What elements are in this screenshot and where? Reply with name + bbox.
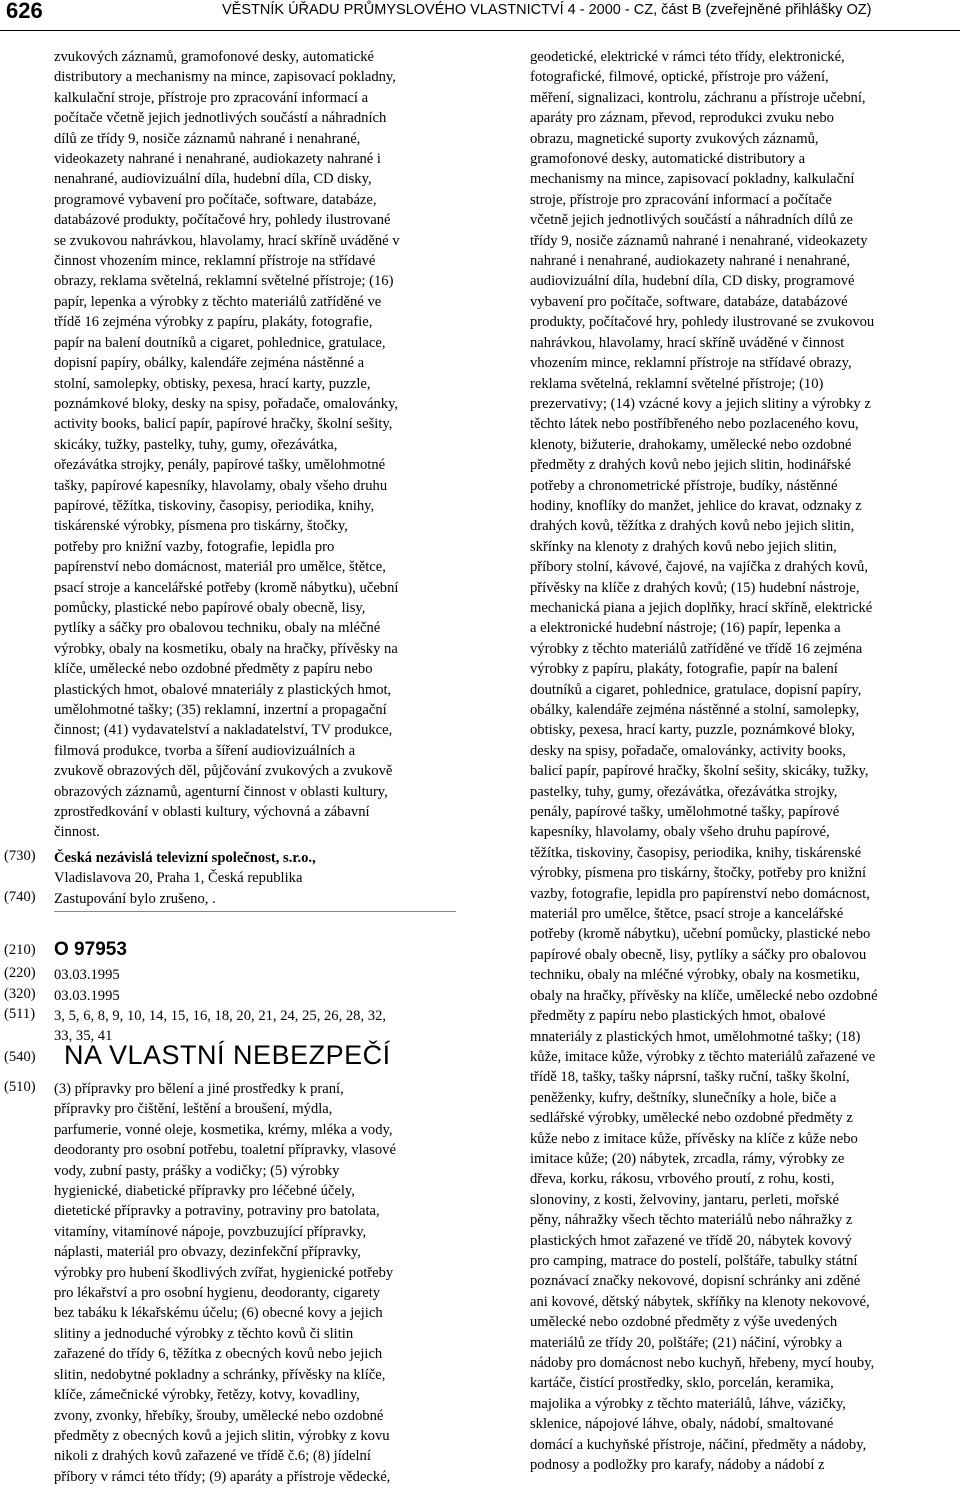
running-title: VĚSTNÍK ÚŘADU PRŮMYSLOVÉHO VLASTNICTVÍ 4 - 2000 - CZ, část B (zveřejněné přihlášky OZ) (222, 2, 872, 18)
text-line: potřeby a chronometrické přístroje, budíky, nástěnné (530, 477, 838, 494)
priority-date: 03.03.1995 (54, 988, 120, 1004)
text-line: potřeby pro knižní vazby, fotografie, lepidla pro (54, 538, 335, 555)
text-line: přívěsky na klíče z drahých kovů; (15) hudební nástroje, (530, 579, 860, 596)
goods-line: zařazené do třídy 6, těžítka z obecných kovů nebo jejich (54, 1346, 383, 1363)
text-line: obrazy, reklama světelná, reklamní světelné přístroje; (16) (54, 273, 394, 290)
text-line: produkty, počítačové hry, pohledy ilustrované se zvukovou (530, 314, 875, 331)
owner-address: Vladislavova 20, Praha 1, Česká republika (54, 870, 303, 887)
text-line: kůže nebo z imitace kůže, přívěsky na klíče z kůže nebo (530, 1130, 858, 1147)
goods-line: zvony, zvonky, hřebíky, šrouby, umělecké nebo ozdobné (54, 1407, 384, 1424)
text-line: poznávací značky nekovové, dopisní schránky ani zděné (530, 1273, 861, 1290)
text-line: nahrávkou, hlavolamy, hrací skříně uváděné v činnost (530, 334, 845, 351)
text-line: ořezávátka strojky, penály, papírové tašky, umělohmotné (54, 457, 386, 474)
goods-line: bez tabáku k lékařskému účelu; (6) obecné kovy a jejich (54, 1305, 383, 1322)
goods-line: parfumerie, vonné oleje, kosmetika, krémy, mléka a vody, (54, 1121, 393, 1138)
text-line: zvukově obrazových děl, půjčování zvukových a zvukově (54, 763, 393, 780)
text-line: těžítka, tiskoviny, časopisy, periodika, knihy, tiskárenské (530, 844, 862, 861)
text-line: aparáty pro záznam, převod, reprodukci zvuku nebo (530, 110, 834, 127)
text-line: zprostředkování v oblasti kultury, výchovná a zábavní (54, 804, 370, 821)
text-line: reklama světelná, reklamní světelné přístroje; (10) (530, 375, 824, 392)
text-line: gramofonové desky, automatické distributory a (530, 151, 806, 168)
left-column-continuation (54, 47, 438, 843)
goods-line: klíče, zámečnické výrobky, řetězy, kotvy, kovadliny, (54, 1387, 360, 1404)
text-line: slonoviny, z kosti, želvoviny, jantaru, perleti, mořské (530, 1191, 839, 1208)
text-line: imitace kůže; (20) nábytek, zrcadla, rámy, výrobky ze (530, 1150, 845, 1167)
goods-line: vitamíny, vitamínové nápoje, povzbuzující přípravky, (54, 1223, 367, 1240)
text-line: a elektronické hudební nástroje; (16) papír, lepenka a (530, 620, 841, 637)
text-line: papír, lepenka a výrobky z těchto materiálů zatříděné ve (54, 293, 382, 310)
text-line: třídě 16 zejména výrobky z papíru, plakáty, fotografie, (54, 314, 373, 331)
text-line: plastických hmot, obalové mnateriály z plastických hmot, (54, 681, 392, 698)
text-line: psací stroje a kancelářské potřeby (kromě nábytku), učební (54, 579, 399, 596)
text-line: databázové produkty, počítačové hry, pohledy ilustrované (54, 212, 391, 229)
owner-code: (730) (4, 848, 36, 864)
text-line: prezervativy; (14) vzácné kovy a jejich slitiny a výrobky z (530, 395, 871, 412)
text-line: kalkulační stroje, přístroje pro zpracování informací a (54, 89, 369, 106)
goods-line: výrobky pro hubení škodlivých zvířat, hygienické potřeby (54, 1264, 394, 1281)
text-line: obtisky, pexesa, hrací karty, puzzle, poznámkové bloky, (530, 722, 856, 739)
text-line: mnateriály z plastických hmot, umělohmotné tašky; (18) (530, 1028, 861, 1045)
text-line: podnosy a podložky pro karafy, nádoby a nádobí z (530, 1457, 825, 1474)
text-line: vhozením mince, reklamní přístroje na střídavé obrazy, (530, 355, 852, 372)
text-line: potřeby (kromě nábytku), učební pomůcky, plastické nebo (530, 926, 871, 943)
text-line: nenahrané, audiovizuální díla, hudební díla, CD disky, (54, 171, 372, 188)
text-line: nahrané i nenahrané, audiokazety nahrané i nenahrané, (530, 253, 851, 270)
classes-line-2: 33, 35, 41 (54, 1028, 113, 1045)
text-line: stroje, přístroje pro zpracování informací a počítače (530, 191, 832, 208)
text-line: vybavení pro počítače, software, databáze, databázové (530, 293, 848, 310)
text-line: domácí a kuchyňské přístroje, náčiní, předměty a nádoby, (530, 1436, 867, 1453)
text-line: činnost; (41) vydavatelství a nakladatelství, TV produkce, (54, 722, 393, 739)
text-line: drahých kovů, těžítka z drahých kovů nebo jejich slitin, (530, 518, 855, 535)
priority-code: (320) (4, 986, 36, 1002)
text-line: třídě 18, tašky, tašky náprsní, tašky ruční, tašky školní, (530, 1069, 850, 1086)
text-line: filmová produkce, tvorba a šíření audiovizuálních a (54, 742, 356, 759)
text-line: obálky, kalendáře zejména nástěnné a stolní, samolepky, (530, 702, 860, 718)
text-line: programové vybavení pro počítače, software, databáze, (54, 191, 377, 208)
text-line: sklenice, nápojové láhve, obaly, nádobí, smaltované (530, 1416, 834, 1433)
text-line: třídy 9, nosiče záznamů nahrané i nenahrané, videokazety (530, 232, 868, 249)
text-line: plastických hmot zařazené ve třídě 20, nábytek kovový (530, 1232, 852, 1249)
text-line: balicí papír, papírové hračky, školní sešity, skicáky, tužky, (530, 763, 869, 780)
text-line: papír na balení doutníků a cigaret, pohlednice, gratulace, (54, 334, 386, 351)
text-line: kartáče, čistící prostředky, sklo, porcelán, keramika, (530, 1375, 834, 1392)
text-line: klíče, umělecké nebo ozdobné předměty z papíru nebo (54, 661, 373, 678)
text-line: výrobky z papíru, plakáty, fotografie, papír na balení (530, 661, 838, 678)
text-line: včetně jejich jednotlivých součástí a náhradních dílů ze (530, 212, 853, 229)
text-line: hodiny, knoflíky do manžet, jehlice do kravat, odznaky z (530, 497, 862, 514)
goods-list (54, 1079, 432, 1487)
goods-line: příbory v rámci této třídy; (9) aparáty a přístroje vědecké, (54, 1468, 391, 1485)
goods-line: deodoranty pro osobní potřebu, toaletní přípravky, vlasové (54, 1142, 396, 1159)
text-line: pastelky, tuhy, gumy, ořezávátka, ořezávátka strojky, (530, 783, 838, 800)
text-line: stolní, samolepky, obtisky, pexesa, hrací karty, puzzle, (54, 375, 371, 392)
goods-line: předměty z obecných kovů a jejich slitin, výrobky z kovu (54, 1427, 390, 1444)
text-line: příbory stolní, kávové, čajové, na vajíčka z drahých kovů, (530, 559, 868, 576)
goods-line: nikoli z drahých kovů zařazené ve třídě č.6; (8) jídelní (54, 1448, 371, 1465)
text-line: doutníků a cigaret, pohlednice, gratulace, dopisní papíry, (530, 681, 862, 698)
trademark-word: NA VLASTNÍ NEBEZPEČÍ (64, 1040, 391, 1070)
representative-text: Zastupování bylo zrušeno, . (54, 891, 216, 907)
goods-line: náplasti, materiál pro obvazy, dezinfekční přípravky, (54, 1244, 361, 1261)
text-line: desky na spisy, pořadače, omalovánky, activity books, (530, 742, 846, 759)
text-line: papírové, těžítka, tiskoviny, časopisy, periodika, knihy, (54, 497, 375, 514)
text-line: papírové obaly obecně, lisy, pytlíky a sáčky pro obalovou (530, 946, 867, 963)
text-line: skicáky, tužky, pastelky, tuhy, gumy, ořezávátka, (54, 436, 338, 453)
entry-divider (54, 911, 456, 912)
text-line: se zvukovou nahrávkou, hlavolamy, hrací skříně uváděné v (54, 232, 400, 249)
text-line: počítače včetně jejich jednotlivých součástí a náhradních (54, 110, 387, 127)
text-line: pomůcky, plastické nebo papírové obaly obecně, lisy, (54, 599, 366, 616)
text-line: předměty z papíru nebo plastických hmot, obalové (530, 1008, 826, 1025)
text-line: mechanismy na mince, zapisovací pokladny, kalkulační (530, 171, 855, 188)
goods-line: hygienické, diabetické přípravky pro léčebné účely, (54, 1183, 355, 1200)
representative-code: (740) (4, 889, 36, 905)
text-line: tašky, papírové kapesníky, hlavolamy, obaly všeho druhu (54, 477, 388, 494)
text-line: ani kovové, dětský nábytek, skříňky na klenoty nekovové, (530, 1293, 870, 1310)
filing-date-code: (220) (4, 965, 36, 981)
goods-line: vody, zubní pasty, prášky a vodičky; (5) výrobky (54, 1162, 340, 1179)
goods-line: slitiny a jednoduché výrobky z těchto kovů či slitin (54, 1325, 354, 1342)
text-line: obrazových záznamů, agenturní činnost v oblasti kultury, (54, 783, 388, 800)
text-line: audiovizuální díla, hudební díla, CD disky, programové (530, 273, 855, 290)
text-line: výrobky z těchto materiálů zatříděné ve třídě 16 zejména (530, 640, 863, 657)
text-line: měření, signalizaci, kontrolu, záchranu a přístroje učební, (530, 89, 866, 106)
goods-line: pro lékařství a pro osobní hygienu, deodoranty, cigarety (54, 1285, 381, 1302)
text-line: výrobky, písmena pro tiskárny, štočky, potřeby pro knižní (530, 865, 866, 882)
text-line: obaly na hračky, přívěsky na klíče, umělecké nebo ozdobné (530, 987, 878, 1004)
text-line: kůže, imitace kůže, výrobky z těchto materiálů zařazené ve (530, 1048, 876, 1065)
header-rule (0, 30, 960, 31)
filing-date: 03.03.1995 (54, 967, 120, 983)
text-line: pytlíky a sáčky pro obalovou techniku, obaly na mléčné (54, 620, 381, 637)
page-header (0, 0, 960, 32)
text-line: materiálů ze třídy 20, polštáře; (21) náčiní, výrobky a (530, 1334, 843, 1351)
text-line: techniku, obaly na mléčné výrobky, obaly na kosmetiku, (530, 967, 860, 984)
right-column (530, 47, 928, 1475)
goods-line: slitin, nedobytné pokladny a schránky, přívěsky na klíče, (54, 1366, 386, 1383)
goods-line: dietetické přípravky a potraviny, potraviny pro batolata, (54, 1203, 380, 1220)
application-number: O 97953 (54, 939, 127, 960)
text-line: penály, papírové tašky, umělohmotné tašky, papírové (530, 804, 840, 821)
text-line: poznámkové bloky, desky na spisy, pořadače, omalovánky, (54, 395, 399, 412)
text-line: umělecké nebo ozdobné předměty z výše uvedených (530, 1314, 838, 1331)
text-line: činnost vhozením mince, reklamní přístroje na střídavé (54, 253, 376, 270)
goods-line: přípravky pro čištění, leštění a broušení, mýdla, (54, 1101, 333, 1118)
text-line: činnost. (54, 824, 100, 841)
text-line: fotografické, filmové, optické, přístroje pro vážení, (530, 69, 829, 86)
owner-name: Česká nezávislá televizní společnost, s.r.o., (54, 850, 316, 866)
text-line: majolika a výrobky z těchto materiálů, láhve, vázičky, (530, 1395, 846, 1412)
text-line: předměty z drahých kovů nebo jejich slitin, hodinářské (530, 457, 851, 474)
text-line: pěny, náhražky všech těchto materiálů nebo náhražky z (530, 1212, 853, 1229)
classes-line-1: 3, 5, 6, 8, 9, 10, 14, 15, 16, 18, 20, 21, 24, 25, 26, 28, 32, (54, 1008, 387, 1024)
text-line: dopisní papíry, obálky, kalendáře zejména nástěnné a (54, 355, 365, 372)
text-line: mechanická piana a jejich doplňky, hrací skříně, elektrické (530, 599, 873, 616)
text-line: klenoty, bižuterie, drahokamy, umělecké nebo ozdobné (530, 436, 852, 453)
text-line: dílů ze třídy 9, nosiče záznamů nahrané i nenahrané, (54, 130, 361, 147)
text-line: skřínky na klenoty z drahých kovů nebo jejich slitin, (530, 538, 837, 555)
classes-code: (511) (4, 1006, 36, 1022)
text-line: kapesníky, hlavolamy, obaly všeho druhu papírové, (530, 824, 830, 841)
text-line: materiál pro umělce, štětce, psací stroje a kancelářské (530, 906, 844, 923)
owner-details (54, 848, 432, 889)
page-number: 626 (6, 0, 43, 23)
text-line: zvukových záznamů, gramofonové desky, automatické (54, 49, 375, 65)
app-no-code: (210) (4, 942, 36, 958)
text-line: nádoby pro domácnost nebo kuchyň, hřebeny, mycí houby, (530, 1355, 875, 1371)
text-line: geodetické, elektrické v rámci této třídy, elektronické, (530, 49, 845, 65)
text-line: distributory a mechanismy na mince, zapisovací pokladny, (54, 69, 396, 86)
text-line: tiskárenské výrobky, písmena pro tiskárny, štočky, (54, 518, 348, 535)
text-line: vazby, fotografie, lepidla pro papírenství nebo domácnost, (530, 885, 870, 902)
text-line: výrobky, obaly na kosmetiku, obaly na hračky, přívěsky na (54, 640, 398, 657)
mark-code: (540) (4, 1049, 36, 1065)
text-line: papírenství nebo domácnost, materiál pro umělce, štětce, (54, 559, 386, 576)
goods-code: (510) (4, 1079, 36, 1095)
goods-line: (3) přípravky pro bělení a jiné prostředky k praní, (54, 1081, 344, 1097)
text-line: activity books, balicí papír, papírové hračky, školní sešity, (54, 416, 393, 433)
text-line: těchto látek nebo postříbřeného nebo pozlaceného kovu, (530, 416, 859, 433)
text-line: videokazety nahrané i nenahrané, audiokazety nahrané i (54, 151, 381, 168)
text-line: peněženky, kufry, deštníky, slunečníky a hole, biče a (530, 1089, 837, 1106)
text-line: obrazu, magnetické suporty zvukových záznamů, (530, 130, 819, 147)
text-line: dřeva, korku, rákosu, vrbového proutí, z rohu, kosti, (530, 1171, 835, 1188)
text-line: umělohmotné tašky; (35) reklamní, inzertní a propagační (54, 702, 387, 718)
text-line: pro camping, matrace do postelí, polštáře, tabulky státní (530, 1252, 858, 1269)
text-line: sedlářské výrobky, umělecké nebo ozdobné předměty z (530, 1110, 853, 1127)
